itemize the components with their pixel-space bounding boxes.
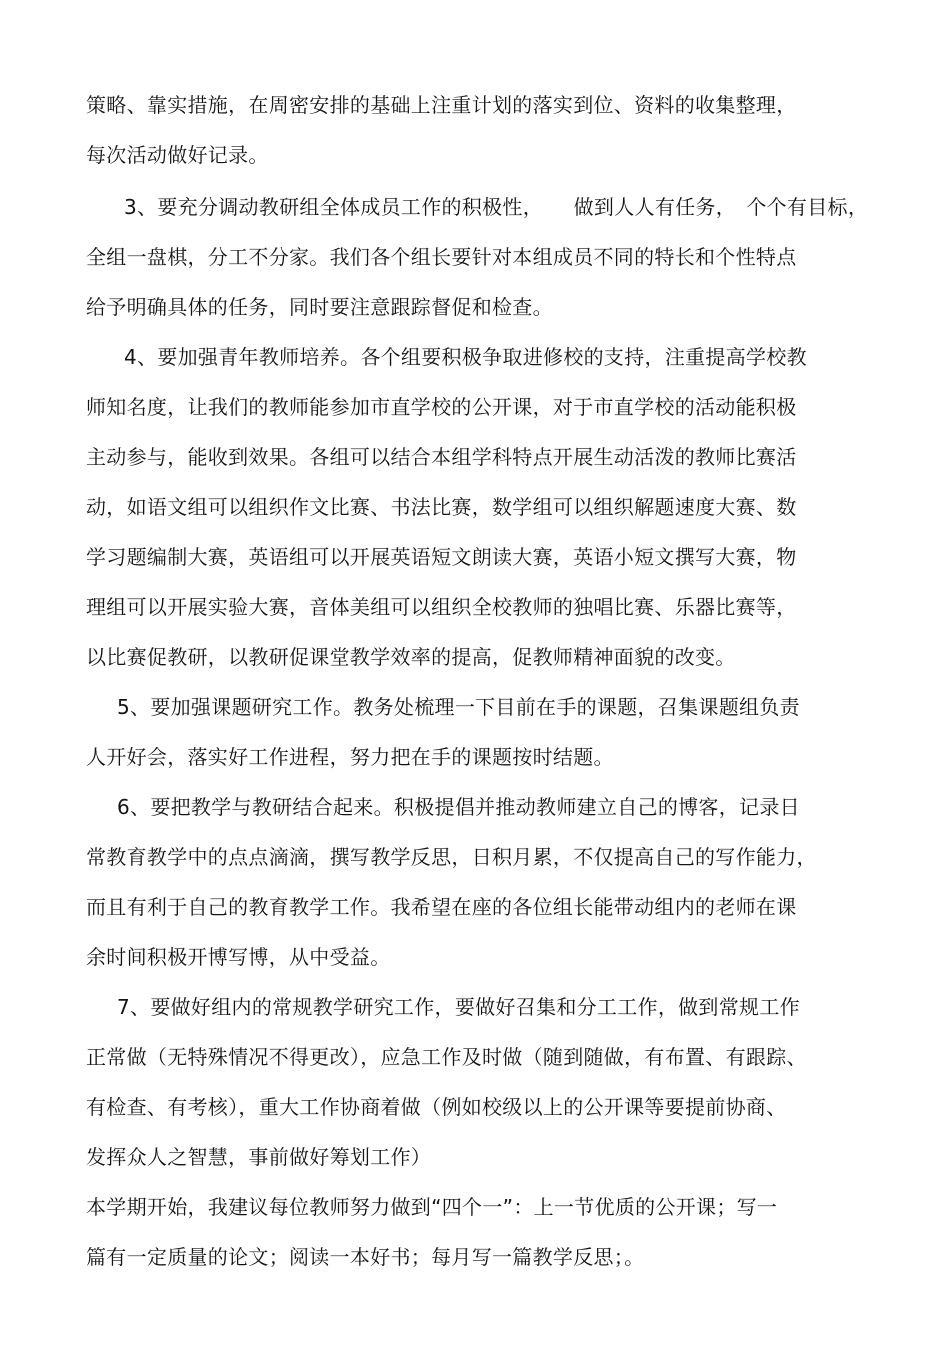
text-line: 每次活动做好记录。 bbox=[86, 143, 269, 167]
text-line: 主动参与，能收到效果。各组可以结合本组学科特点开展生动活泼的教师比赛活 bbox=[86, 445, 797, 469]
text-line: 而且有利于自己的教育教学工作。我希望在座的各位组长能带动组内的老师在课 bbox=[86, 895, 797, 919]
text-line: 学习题编制大赛，英语组可以开展英语短文朗读大赛，英语小短文撰写大赛，物 bbox=[86, 545, 797, 569]
text-line: 师知名度，让我们的教师能参加市直学校的公开课，对于市直学校的活动能积极 bbox=[86, 395, 797, 419]
text-line: 以比赛促教研，以教研促课堂教学效率的提高，促教师精神面貌的改变。 bbox=[86, 645, 736, 669]
paragraph-6-first-line: 6、要把教学与教研结合起来。积极提倡并推动教师建立自己的博客，记录日 bbox=[117, 795, 800, 819]
text-line: 给予明确具体的任务，同时要注意跟踪督促和检查。 bbox=[86, 295, 553, 319]
text-line: 动，如语文组可以组织作文比赛、书法比赛，数学组可以组织解题速度大赛、数 bbox=[86, 495, 797, 519]
paragraph-5-first-line: 5、要加强课题研究工作。教务处梳理一下目前在手的课题，召集课题组负责 bbox=[117, 695, 800, 719]
text-line: 策略、靠实措施，在周密安排的基础上注重计划的落实到位、资料的收集整理， bbox=[86, 93, 797, 117]
text-line: 常教育教学中的点点滴滴，撰写教学反思，日积月累，不仅提高自己的写作能力， bbox=[86, 845, 817, 869]
paragraph-3-first-line: 3、要充分调动教研组全体成员工作的积极性， 做到人人有任务， 个个有目标， bbox=[124, 195, 869, 219]
text-line: 有检查、有考核），重大工作协商着做（例如校级以上的公开课等要提前协商、 bbox=[86, 1095, 787, 1119]
paragraph-7-first-line: 7、要做好组内的常规教学研究工作，要做好召集和分工工作，做到常规工作 bbox=[117, 995, 800, 1019]
text-line: 理组可以开展实验大赛，音体美组可以组织全校教师的独唱比赛、乐器比赛等， bbox=[86, 595, 797, 619]
text-line: 全组一盘棋，分工不分家。我们各个组长要针对本组成员不同的特长和个性特点 bbox=[86, 245, 797, 269]
text-line: 发挥众人之智慧，事前做好筹划工作） bbox=[86, 1145, 432, 1169]
text-line: 人开好会，落实好工作进程，努力把在手的课题按时结题。 bbox=[86, 745, 614, 769]
text-line: 正常做（无特殊情况不得更改），应急工作及时做（随到随做，有布置、有跟踪、 bbox=[86, 1045, 807, 1069]
closing-paragraph-first-line: 本学期开始，我建议每位教师努力做到“四个一”：上一节优质的公开课；写一 bbox=[86, 1195, 778, 1219]
paragraph-4-first-line: 4、要加强青年教师培养。各个组要积极争取进修校的支持，注重提高学校教 bbox=[124, 345, 807, 369]
text-line: 余时间积极开博写博，从中受益。 bbox=[86, 945, 391, 969]
text-line: 篇有一定质量的论文；阅读一本好书；每月写一篇教学反思；。 bbox=[86, 1245, 645, 1269]
